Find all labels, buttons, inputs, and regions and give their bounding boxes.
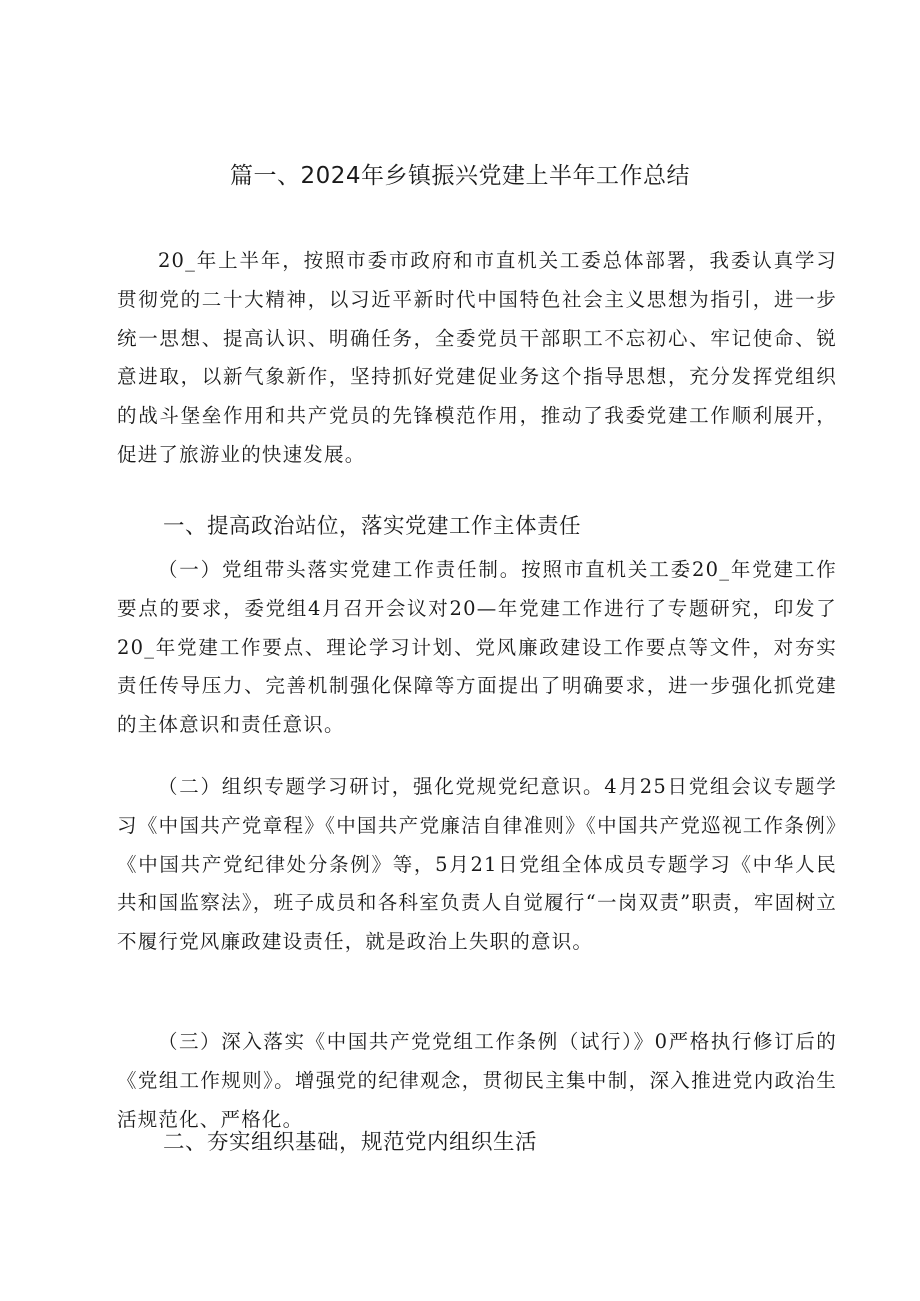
section-2-heading: 二、夯实组织基础，规范党内组织生活 [163,1130,538,1155]
section-1-heading: 一、提高政治站位，落实党建工作主体责任 [163,514,582,539]
section-1-paragraph-3: （三）深入落实《中国共产党党组工作条例（试行）》0严格执行修订后的《党组工作规则》。增强党的纪律观念，贯彻民主集中制，深入推进党内政治生活规范化、严格化。 [117,1030,837,1131]
intro-paragraph: 20_年上半年，按照市委市政府和市直机关工委总体部署，我委认真学习贯彻党的二十大精神，以习近平新时代中国特色社会主义思想为指引，进一步统一思想、提高认识、明确任务，全委党员干部职工不忘初心、牢记使命、锐意进取，以新气象新作，坚持抓好党建促业务这个指导思想，充分发挥党组织的战斗堡垒作用和共产党员的先锋模范作用，推动了我委党建工作顺利展开，促进了旅游业的快速发展。 [117,249,837,466]
section-1-paragraph-2: （二）组织专题学习研讨，强化党规党纪意识。4月25日党组会议专题学习《中国共产党章程》《中国共产党廉洁自律准则》《中国共产党巡视工作条例》《中国共产党纪律处分条例》等，5月21日党组全体成员专题学习《中华人民共和国监察法》，班子成员和各科室负责人自觉履行“一岗双责”职责，牢固树立不履行党风廉政建设责任，就是政治上失职的意识。 [117,775,837,954]
section-1-paragraph-1: （一）党组带头落实党建工作责任制。按照市直机关工委20_年党建工作要点的要求，委党组4月召开会议对20—年党建工作进行了专题研究，印发了20_年党建工作要点、理论学习计划、党风廉政建设工作要点等文件，对夯实责任传导压力、完善机制强化保障等方面提出了明确要求，进一步强化抓党建的主体意识和责任意识。 [117,558,837,737]
document-title: 篇一、2024年乡镇振兴党建上半年工作总结 [229,163,691,189]
